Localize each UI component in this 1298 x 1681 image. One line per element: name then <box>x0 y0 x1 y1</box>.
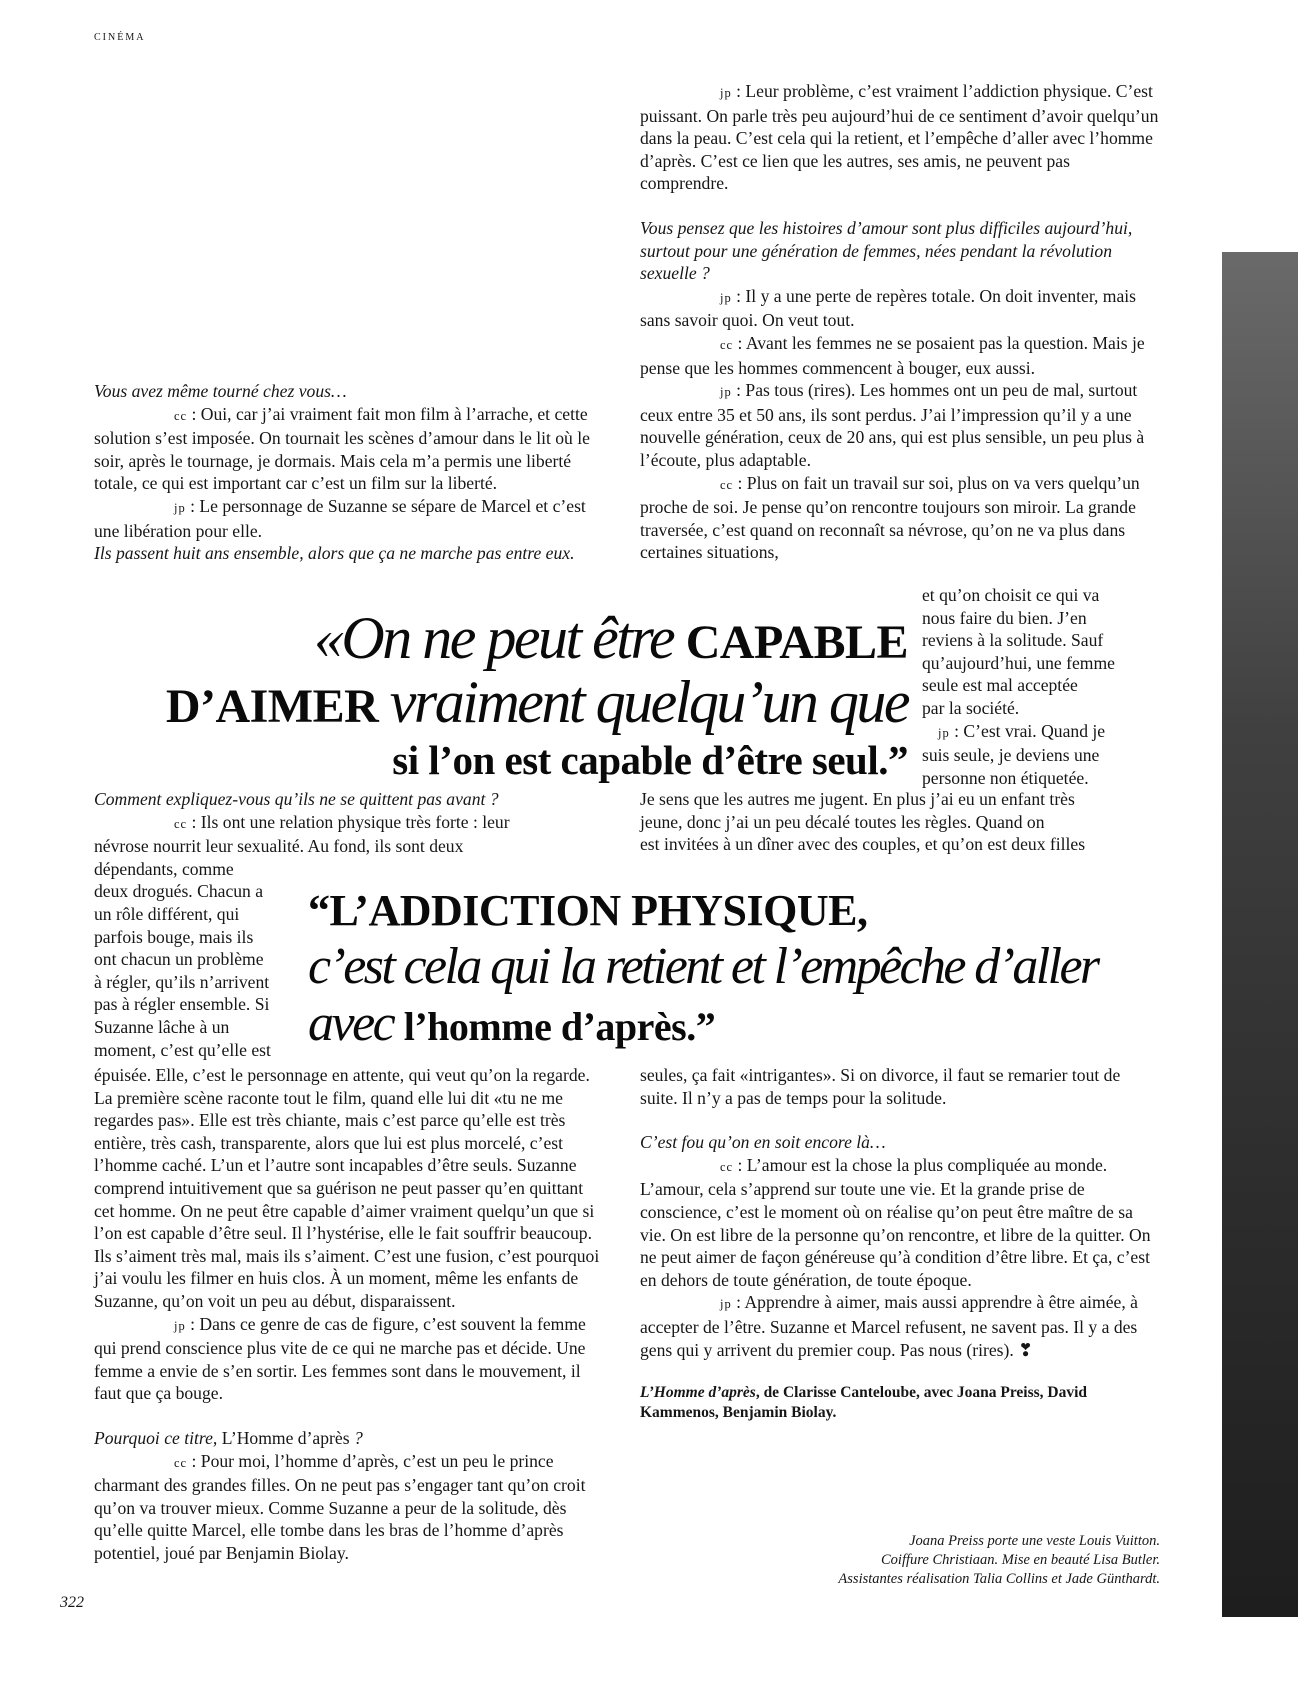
question: C’est fou qu’on en soit encore là… <box>640 1132 886 1153</box>
question: Ils passent huit ans ensemble, alors que ça ne marche pas entre eux. <box>94 543 575 564</box>
section-label: CINÉMA <box>94 32 146 43</box>
pull-quote-bold: D’AIMER <box>165 680 390 733</box>
question: Comment expliquez-vous qu’ils ne se quittent pas avant ? <box>94 789 499 809</box>
text-line: deux drogués. Chacun a <box>94 881 264 902</box>
answer <box>94 495 606 542</box>
answer <box>640 285 1160 332</box>
right-column-top <box>640 80 1160 564</box>
right-column-bottom <box>640 1064 1160 1423</box>
text-line: à régler, qu’ils n’arrivent <box>94 971 270 992</box>
answer <box>94 403 606 495</box>
question: Vous pensez que les histoires d’amour sont plus difficiles aujourd’hui, surtout pour une génération de femmes, nées pendant la révolution sexuelle ? <box>640 217 1133 284</box>
left-column-top <box>94 380 606 565</box>
question: Vous avez même tourné chez vous… <box>94 381 347 401</box>
answer-text: : L’amour est la chose la plus compliquée au monde. L’amour, cela s’apprend sur toute une vie. Et la grande prise de conscience, c’est le moment où on réalise qu’on peut être maître de sa vie. On est libre de la personne qu’on rencontre, et libre de la quitter. On ne peut aimer de façon généreuse qu’à condition d’être libre. Et ça, c’est en dehors de toute génération, de toute époque. <box>640 1154 1151 1290</box>
text-line: seule est mal acceptée <box>922 675 1078 696</box>
text-line <box>922 720 1162 745</box>
pull-quote-1 <box>0 605 908 786</box>
right-narrow-block <box>922 584 1162 789</box>
answer-text: : Ils ont une relation physique très forte : leur <box>187 811 510 832</box>
text-line: un rôle différent, qui <box>94 903 240 924</box>
paragraph: seules, ça fait «intrigantes». Si on divorce, il faut se remarier tout de suite. Il n’y a pas de temps pour la solitude. <box>640 1065 1121 1108</box>
question-text: ? <box>349 1427 363 1448</box>
answer <box>640 332 1160 379</box>
answer-text: : Avant les femmes ne se posaient pas la question. Mais je pense que les hommes commencent à bouger, eux aussi. <box>640 332 1145 378</box>
text-line: ont chacun un problème <box>94 949 264 970</box>
answer-text: : Oui, car j’ai vraiment fait mon film à l’arrache, et cette solution s’est imposée. On tournait les scènes d’amour dans le lit où le soir, après le tournage, je dormais. Mais cela m’a permis une liberté totale, ce qui est important car c’est un film sur la liberté. <box>94 403 590 494</box>
pull-quote-italic: c’est cela qui la retient et l’empêche d’aller <box>308 938 1098 995</box>
answer-text: : C’est vrai. Quand je <box>949 720 1106 741</box>
answer-text: : Pour moi, l’homme d’après, c’est un peu le prince charmant des grandes filles. On ne peut pas s’engager tant qu’on croit qu’on va trouver mieux. Comme Suzanne a peur de la solitude, dès qu’elle quitte Marcel, elle tombe dans les bras de l’homme d’après potentiel, joué par Benjamin Biolay. <box>94 1450 586 1563</box>
text-line: dépendants, comme <box>94 858 234 879</box>
speaker-initials: jp <box>720 290 732 305</box>
pull-quote-bold: l’homme d’après.” <box>403 1004 716 1049</box>
credit-line: Assistantes réalisation Talia Collins et Jade Günthardt. <box>838 1571 1160 1587</box>
text-line: nous faire du bien. J’en <box>922 607 1087 628</box>
text-line: personne non étiquetée. <box>922 767 1089 788</box>
pull-quote-bold: CAPABLE <box>685 616 908 669</box>
speaker-initials: jp <box>174 1318 186 1333</box>
speaker-initials: jp <box>720 86 732 100</box>
question-text: Pourquoi ce titre, <box>94 1427 222 1448</box>
pull-quote-italic: «On ne peut être <box>313 605 686 671</box>
text-line: et qu’on choisit ce qui va <box>922 585 1100 605</box>
answer-text: : Le personnage de Suzanne se sépare de Marcel et c’est une libération pour elle. <box>94 495 586 541</box>
answer-text: : Leur problème, c’est vraiment l’addiction physique. C’est puissant. On parle très peu aujourd’hui de ce sentiment d’avoir quelqu’un dans la peau. C’est cela qui la retient, et l’empêche d’aller avec l’homme d’après. C’est ce lien que les autres, ses amis, ne peuvent pas comprendre. <box>640 81 1159 194</box>
answer <box>640 379 1160 471</box>
text-line: est invitées à un dîner avec des couples, et qu’on est deux filles <box>640 834 1086 855</box>
pull-quote-italic: vraiment quelqu’un que <box>389 669 908 735</box>
text-line: par la société. <box>922 697 1020 718</box>
speaker-initials: cc <box>720 477 734 492</box>
answer <box>94 1313 604 1405</box>
answer-text: : Il y a une perte de repères totale. On doit inventer, mais sans savoir quoi. On veut tout. <box>640 285 1137 331</box>
pull-quote-2 <box>308 886 1128 1052</box>
end-mark-icon: ❣ <box>1018 1339 1033 1360</box>
speaker-initials: jp <box>720 385 732 400</box>
text-line: moment, c’est qu’elle est <box>94 1039 271 1060</box>
text-line: jeune, donc j’ai un peu décalé toutes les règles. Quand on <box>640 811 1045 832</box>
speaker-initials: cc <box>720 337 734 352</box>
credit-line: Coiffure Christiaan. Mise en beauté Lisa Butler. <box>881 1552 1160 1568</box>
answer-text: : Apprendre à aimer, mais aussi apprendre à être aimée, à accepter de l’être. Suzanne et Marcel refusent, ne savent pas. Il y a des gens qui y arrivent du premier coup. Pas nous (rires). <box>640 1292 1138 1360</box>
text-line: qu’aujourd’hui, une femme <box>922 652 1115 673</box>
answer <box>640 1291 1160 1361</box>
text-line: Je sens que les autres me jugent. En plus j’ai eu un enfant très <box>640 789 1075 809</box>
text-line: Suzanne lâche à un <box>94 1016 230 1037</box>
answer <box>640 80 1160 195</box>
speaker-initials: cc <box>174 408 188 423</box>
film-title: L’Homme d’après <box>640 1384 756 1402</box>
text-line: parfois bouge, mais ils <box>94 926 254 947</box>
right-column-mid <box>640 788 1160 856</box>
photo-edge <box>1222 252 1298 1617</box>
answer <box>640 1154 1160 1292</box>
pull-quote-bold: si l’on est capable d’être seul.” <box>392 737 908 783</box>
film-credit <box>640 1383 1160 1423</box>
answer-text: : Plus on fait un travail sur soi, plus on va vers quelqu’un proche de soi. Je pense qu’on rencontre toujours son miroir. La grande traversée, c’est quand on reconnaît sa névrose, qu’on ne va plus dans certaines situations, <box>640 472 1140 563</box>
photo-credits <box>838 1532 1160 1589</box>
paragraph: épuisée. Elle, c’est le personnage en attente, qui veut qu’on la regarde. La première scène raconte tout le film, quand elle lui dit «tu ne me regardes pas». Elle est très chiante, mais c’est parce qu’elle est très entière, très cash, transparente, alors que lui est plus morcelé, c’est l’homme caché. L’un et l’autre sont incapables d’être seuls. Suzanne comprend intuitivement que sa guérison ne peut passer qu’en quittant cet homme. On ne peut être capable d’aimer vraiment quelqu’un que si l’on est capable d’être seul. Il l’hystérise, elle le fait souffrir beaucoup. Ils s’aiment très mal, mais ils s’aiment. C’est une fusion, c’est pourquoi j’ai voulu les filmer en huis clos. À un moment, même les enfants de Suzanne, qu’on voit un peu au début, disparaissent. <box>94 1065 600 1311</box>
answer-text: : Dans ce genre de cas de figure, c’est souvent la femme qui prend conscience plus vite de ce qui ne marche pas et décide. Une femme a envie de s’en sortir. Les femmes sont dans le mouvement, il faut que ça bouge. <box>94 1313 586 1404</box>
credit-line: Joana Preiss porte une veste Louis Vuitton. <box>909 1533 1160 1549</box>
text-line: pas à régler ensemble. Si <box>94 994 270 1015</box>
text-line <box>94 811 614 836</box>
speaker-initials: cc <box>174 1455 188 1470</box>
speaker-initials: jp <box>174 500 186 515</box>
page-number: 322 <box>60 1594 84 1611</box>
pull-quote-italic: avec <box>308 995 404 1052</box>
answer <box>94 1450 604 1565</box>
text-line: reviens à la solitude. Sauf <box>922 630 1104 651</box>
speaker-initials: jp <box>938 725 950 740</box>
answer <box>640 472 1160 564</box>
speaker-initials: cc <box>720 1159 734 1174</box>
text-line: névrose nourrit leur sexualité. Au fond, ils sont deux <box>94 836 464 857</box>
film-title: L’Homme d’après <box>221 1427 350 1448</box>
speaker-initials: cc <box>174 816 188 831</box>
left-column-bottom <box>94 1064 604 1564</box>
speaker-initials: jp <box>720 1297 732 1312</box>
answer-text: : Pas tous (rires). Les hommes ont un peu de mal, surtout ceux entre 35 et 50 ans, ils sont perdus. J’ai l’impression qu’il y a une nouvelle génération, ceux de 20 ans, qui est plus sensible, un peu plus à l’écoute, plus adaptable. <box>640 380 1145 470</box>
text-line: suis seule, je deviens une <box>922 745 1100 766</box>
pull-quote-bold: “L’ADDICTION PHYSIQUE, <box>308 886 868 935</box>
question <box>94 1427 604 1450</box>
film-credit-text: , de Clarisse Canteloube, avec Joana Preiss, David Kammenos, Benjamin Biolay. <box>640 1384 1088 1422</box>
